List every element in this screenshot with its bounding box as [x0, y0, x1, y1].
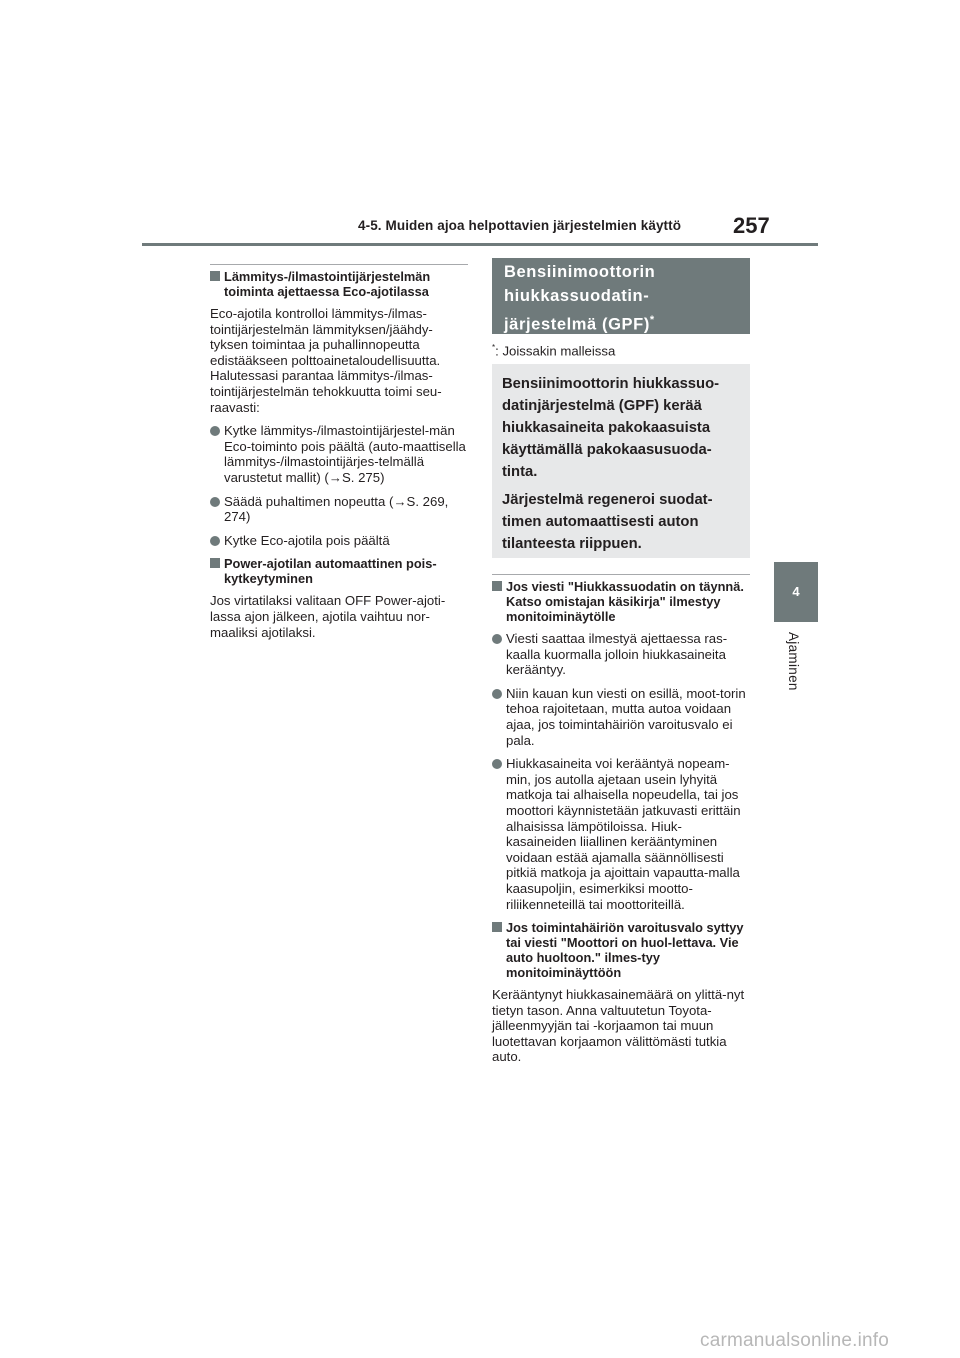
- list-item: [210, 533, 468, 549]
- page-number: 257: [733, 213, 770, 238]
- square-bullet-icon: [492, 581, 502, 591]
- square-bullet-icon: [492, 922, 502, 932]
- right-heading-1: [492, 574, 750, 624]
- header-title: 4-5. Muiden ajoa helpottavien järjestelmien käyttö: [358, 218, 682, 233]
- list-item: [210, 494, 468, 525]
- round-bullet-icon: [210, 536, 220, 546]
- right-heading-2: [492, 920, 750, 980]
- section-title-box: [492, 258, 750, 334]
- left-heading-1: [210, 264, 468, 299]
- left-paragraph-2: Jos virtatilaksi valitaan OFF Power-ajoti-lassa ajon jälkeen, ajotila vaihtuu nor-maaliksi ajotilaksi.: [210, 593, 446, 640]
- round-bullet-icon: [492, 759, 502, 769]
- list-item-text: Hiukkasaineita voi kerääntyä nopeam-min, jos autolla ajetaan usein lyhyitä matkoja tai alhaisella nopeudella, tai jos moottori käynnistetään jatkuvasti erittäin alhaisissa lämpötiloissa. Hiuk-kasaineiden liiallinen kerääntyminen voidaan estää ajamalla säännöllisesti pitkiä matkoja ja ajoittain vapautta-malla kaasupoljin, esimerkiksi mootto-riliikenneteillä tai moottoriteillä.: [506, 756, 741, 912]
- list-item: [492, 756, 750, 912]
- right-heading-1-text: Jos viesti "Hiukkassuodatin on täynnä. Katso omistajan käsikirja" ilmestyy monitoiminäytölle: [506, 579, 744, 624]
- list-item-text: Kytke lämmitys-/ilmastointijärjestel-män Eco-toiminto pois päältä (auto-maattisella lämmitys-/ilmastointijärjes-telmällä varustetut mallit) (→S. 275): [224, 423, 466, 485]
- footnote-text: : Joissakin malleissa: [495, 343, 616, 359]
- round-bullet-icon: [492, 634, 502, 644]
- right-heading-2-text: Jos toimintahäiriön varoitusvalo syttyy tai viesti "Moottori on huol-lettava. Vie auto huoltoon." ilmes-tyy monitoiminäyttöön: [506, 920, 744, 981]
- intro-box: [492, 364, 750, 558]
- watermark: carmanualsonline.info: [700, 1330, 890, 1351]
- right-paragraph-2: Kerääntynyt hiukkasainemäärä on ylittä-nyt tietyn tason. Anna valtuutetun Toyota-jälleenmyyjän tai -korjaamon tai muun luotettavan korjaamon välittömästi tutkia auto.: [492, 987, 745, 1065]
- left-paragraph-1: Eco-ajotila kontrolloi lämmitys-/ilmas-tointijärjestelmän lämmityksen/jäähdy-tyksen toimintaa ja puhallinnopeutta edistääkseen polttoainetaloudellisuutta. Halutessasi parantaa lämmitys-/ilmas-tointijärjestelmän tehokkuutta toimi seu-raavasti:: [210, 306, 442, 415]
- intro-paragraph-2: Järjestelmä regeneroi suodat-timen automaattisesti auton tilanteesta riippuen.: [502, 492, 713, 552]
- chapter-tab: 4: [774, 562, 818, 622]
- round-bullet-icon: [492, 689, 502, 699]
- list-item: [492, 686, 750, 748]
- left-heading-2-text: Power-ajotilan automaattinen pois-kytkeytyminen: [224, 556, 437, 587]
- list-item-text: Säädä puhaltimen nopeutta (→S. 269, 274): [224, 493, 449, 525]
- left-column: [210, 264, 468, 648]
- left-heading-1-text: Lämmitys-/ilmastointijärjestelmän toiminta ajettaessa Eco-ajotilassa: [224, 269, 431, 299]
- chapter-label: Ajaminen: [786, 632, 801, 691]
- intro-paragraph-1: Bensiinimoottorin hiukkassuo-datinjärjestelmä (GPF) kerää hiukkasaineita pakokaasuista käyttämällä pakokaasusuoda-tinta.: [502, 376, 720, 480]
- list-item-text: Viesti saattaa ilmestyä ajettaessa ras-kaalla kuormalla jolloin hiukkasaineita kerääntyy.: [506, 631, 728, 678]
- square-bullet-icon: [210, 271, 220, 281]
- list-item-text: Niin kauan kun viesti on esillä, moot-torin tehoa rajoitetaan, mutta autoa voidaan ajaa, jos toimintahäiriön varoitusvalo ei pala.: [506, 685, 746, 748]
- square-bullet-icon: [210, 558, 220, 568]
- footnote: [492, 343, 615, 358]
- list-item: [492, 631, 750, 678]
- list-item: [210, 423, 468, 485]
- right-column: [492, 574, 750, 1073]
- round-bullet-icon: [210, 426, 220, 436]
- footnote-mark: *: [492, 343, 496, 352]
- section-title-footnote-mark: *: [649, 314, 655, 326]
- round-bullet-icon: [210, 497, 220, 507]
- list-item-text: Kytke Eco-ajotila pois päältä: [224, 532, 390, 548]
- header-rule: [142, 243, 818, 246]
- left-heading-2: [210, 556, 468, 586]
- section-title: Bensiinimoottorin hiukkassuodatin-järjestelmä (GPF): [504, 263, 656, 334]
